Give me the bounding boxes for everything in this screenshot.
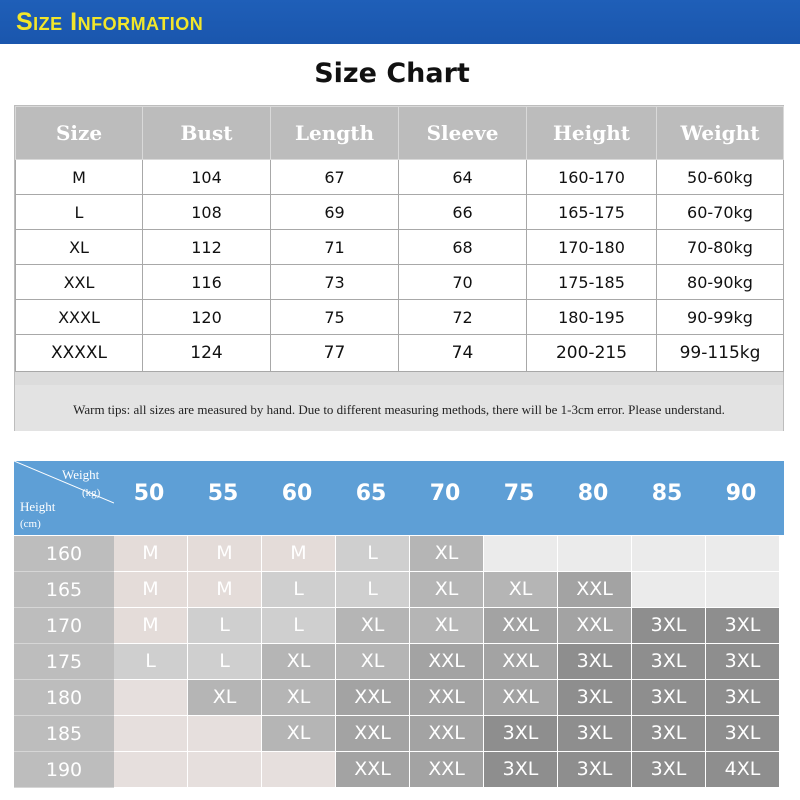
grid-cell: M (114, 608, 187, 643)
cell-sleeve: 66 (399, 195, 527, 230)
weight-col-60: 60 (281, 481, 313, 506)
grid-cell: M (114, 572, 187, 607)
grid-cell: 3XL (558, 752, 631, 787)
grid-cell: M (188, 536, 261, 571)
grid-cell: XXL (484, 680, 557, 715)
height-row-185: 185 (14, 716, 114, 752)
table-header-row (16, 107, 784, 160)
grid-cell: XXL (484, 644, 557, 679)
grid-cell: 3XL (484, 716, 557, 751)
grid-cell: XL (336, 644, 409, 679)
grid-cell: XXL (336, 680, 409, 715)
header-weight: Weight (657, 107, 784, 160)
grid-cell: XXL (410, 644, 483, 679)
cell-bust: 108 (143, 195, 271, 230)
cell-sleeve: 72 (399, 300, 527, 335)
cell-height: 165-175 (527, 195, 657, 230)
weight-col-85: 85 (651, 481, 683, 506)
grid-cell: XL (188, 680, 261, 715)
cell-height: 200-215 (527, 335, 657, 372)
height-row-175: 175 (14, 644, 114, 680)
grid-cell (706, 572, 779, 607)
grid-cell: L (188, 608, 261, 643)
table-row (16, 230, 784, 265)
weight-col-70: 70 (429, 481, 461, 506)
table-row (16, 160, 784, 195)
weight-col-65: 65 (355, 481, 387, 506)
height-row-165: 165 (14, 572, 114, 608)
cell-height: 180-195 (527, 300, 657, 335)
weight-col-90: 90 (725, 481, 757, 506)
grid-cell (484, 536, 557, 571)
grid-cell: 3XL (632, 716, 705, 751)
cell-weight: 90-99kg (657, 300, 784, 335)
cell-weight: 70-80kg (657, 230, 784, 265)
cell-weight: 99-115kg (657, 335, 784, 372)
cell-size: L (16, 195, 143, 230)
grid-cell: L (188, 644, 261, 679)
weight-col-80: 80 (577, 481, 609, 506)
grid-cell: M (262, 536, 335, 571)
cell-size: XXXXL (16, 335, 143, 372)
table-row (16, 195, 784, 230)
grid-cell: 3XL (632, 752, 705, 787)
grid-cell (114, 716, 187, 751)
table-row (16, 335, 784, 372)
grid-cell: 3XL (558, 644, 631, 679)
warm-tip-note: Warm tips: all sizes are measured by hand. Due to different measuring methods, there will be 1-3cm error. Please understand. (15, 385, 783, 431)
grid-cell: XXL (558, 608, 631, 643)
grid-cell (632, 536, 705, 571)
grid-cell: XL (484, 572, 557, 607)
cell-length: 67 (271, 160, 399, 195)
grid-cell: XXL (558, 572, 631, 607)
size-chart-table (14, 105, 784, 431)
weight-col-50: 50 (133, 481, 165, 506)
cell-size: XL (16, 230, 143, 265)
cell-weight: 50-60kg (657, 160, 784, 195)
cell-weight: 60-70kg (657, 195, 784, 230)
header-height: Height (527, 107, 657, 160)
cell-height: 170-180 (527, 230, 657, 265)
cell-height: 160-170 (527, 160, 657, 195)
cell-length: 77 (271, 335, 399, 372)
grid-cell: 4XL (706, 752, 779, 787)
header-bust: Bust (143, 107, 271, 160)
grid-cell: XXL (336, 716, 409, 751)
cell-size: XXXL (16, 300, 143, 335)
grid-cell: L (114, 644, 187, 679)
cell-sleeve: 74 (399, 335, 527, 372)
cell-length: 71 (271, 230, 399, 265)
header-sleeve: Sleeve (399, 107, 527, 160)
grid-cell (262, 752, 335, 787)
table-row (16, 265, 784, 300)
grid-cell (188, 752, 261, 787)
cell-size: XXL (16, 265, 143, 300)
grid-cell: 3XL (632, 680, 705, 715)
grid-cell: 3XL (706, 680, 779, 715)
grid-cell: XL (262, 716, 335, 751)
header-size: Size (16, 107, 143, 160)
height-row-170: 170 (14, 608, 114, 644)
weight-col-55: 55 (207, 481, 239, 506)
header-banner (0, 0, 800, 44)
grid-cell: XXL (484, 608, 557, 643)
height-row-190: 190 (14, 752, 114, 788)
grid-cell: XXL (410, 752, 483, 787)
grid-cell: 3XL (706, 608, 779, 643)
grid-cell: L (262, 572, 335, 607)
banner-title: Size Information (16, 7, 204, 36)
grid-cell: XXL (410, 680, 483, 715)
cell-length: 73 (271, 265, 399, 300)
height-row-180: 180 (14, 680, 114, 716)
grid-cell (114, 752, 187, 787)
cell-sleeve: 70 (399, 265, 527, 300)
cell-height: 175-185 (527, 265, 657, 300)
cell-sleeve: 68 (399, 230, 527, 265)
grid-cell (706, 536, 779, 571)
cell-bust: 104 (143, 160, 271, 195)
cell-weight: 80-90kg (657, 265, 784, 300)
chart-title: Size Chart (314, 58, 470, 89)
cell-bust: 124 (143, 335, 271, 372)
cell-bust: 116 (143, 265, 271, 300)
grid-cell: 3XL (632, 608, 705, 643)
grid-cell (188, 716, 261, 751)
cell-bust: 112 (143, 230, 271, 265)
grid-cell: 3XL (706, 644, 779, 679)
grid-cell: M (114, 536, 187, 571)
grid-cell (632, 572, 705, 607)
grid-cell: 3XL (632, 644, 705, 679)
corner-height-label: Height (20, 499, 56, 514)
corner-weight-unit: (kg) (82, 487, 101, 499)
grid-cell: 3XL (484, 752, 557, 787)
table-row (16, 300, 784, 335)
grid-cell: XXL (336, 752, 409, 787)
corner-weight-label: Weight (62, 467, 100, 482)
grid-cell: XXL (410, 716, 483, 751)
cell-size: M (16, 160, 143, 195)
grid-cell: 3XL (558, 680, 631, 715)
grid-cell: XL (262, 644, 335, 679)
cell-length: 75 (271, 300, 399, 335)
grid-cell: XL (410, 536, 483, 571)
grid-cell: L (336, 536, 409, 571)
cell-sleeve: 64 (399, 160, 527, 195)
cell-length: 69 (271, 195, 399, 230)
grid-cell: M (188, 572, 261, 607)
grid-cell: L (262, 608, 335, 643)
corner-height-unit: (cm) (20, 518, 41, 530)
weight-header-bar (14, 461, 784, 535)
grid-cell: XL (410, 608, 483, 643)
grid-cell: XL (262, 680, 335, 715)
header-length: Length (271, 107, 399, 160)
grid-cell (558, 536, 631, 571)
grid-cell (114, 680, 187, 715)
axis-corner (14, 461, 114, 535)
grid-cell: XL (336, 608, 409, 643)
grid-cell: L (336, 572, 409, 607)
cell-bust: 120 (143, 300, 271, 335)
grid-cell: XL (410, 572, 483, 607)
grid-cell: 3XL (706, 716, 779, 751)
height-row-160: 160 (14, 536, 114, 572)
weight-col-75: 75 (503, 481, 535, 506)
size-recommendation-grid (14, 461, 784, 789)
grid-cell: 3XL (558, 716, 631, 751)
